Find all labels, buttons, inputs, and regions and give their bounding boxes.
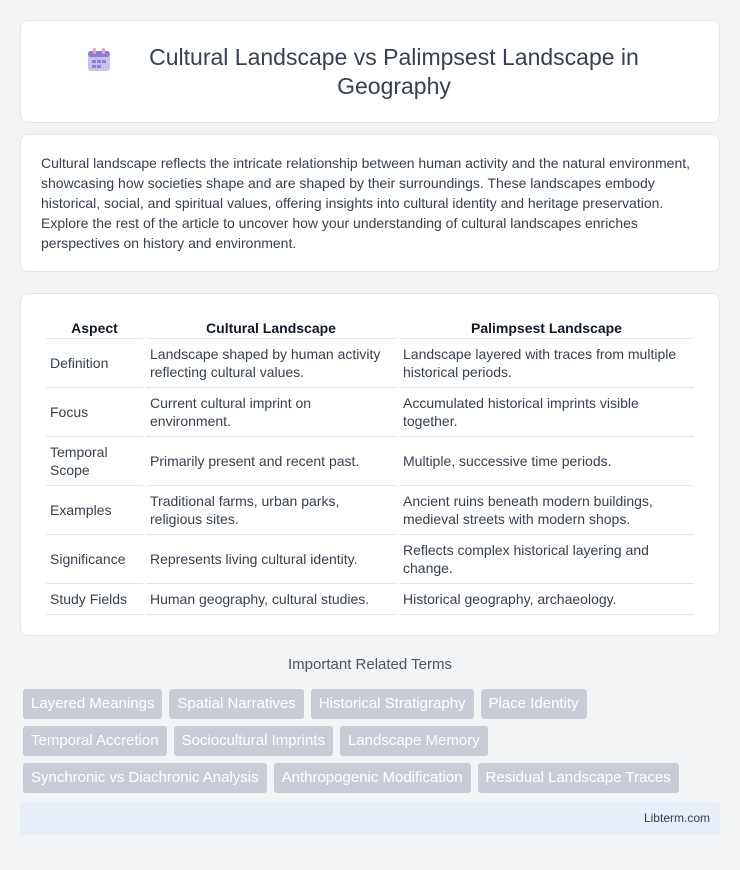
aspect-cell: Definition (46, 339, 143, 388)
cultural-cell: Human geography, cultural studies. (146, 584, 396, 615)
comparison-table-card (20, 293, 720, 636)
page-title: Cultural Landscape vs Palimpsest Landscape in Geography (149, 43, 639, 99)
term-tag[interactable]: Landscape Memory (340, 726, 488, 756)
table-row (46, 388, 694, 437)
term-tag[interactable]: Temporal Accretion (23, 726, 167, 756)
aspect-cell: Significance (46, 535, 143, 584)
palimpsest-cell: Reflects complex historical layering and change. (399, 535, 694, 584)
term-tag[interactable]: Synchronic vs Diachronic Analysis (23, 763, 267, 793)
term-tag[interactable]: Spatial Narratives (169, 689, 303, 719)
column-header-cultural: Cultural Landscape (146, 314, 396, 339)
palimpsest-cell: Accumulated historical imprints visible together. (399, 388, 694, 437)
footer-brand-link[interactable]: Libterm.com (643, 811, 710, 825)
term-tag[interactable]: Historical Stratigraphy (311, 689, 474, 719)
tag-row (23, 726, 720, 756)
cultural-cell: Traditional farms, urban parks, religious sites. (146, 486, 396, 535)
related-terms-title: Important Related Terms (288, 656, 452, 673)
table-row (46, 486, 694, 535)
intro-card (20, 134, 720, 272)
aspect-cell: Study Fields (46, 584, 143, 615)
table-header-row (46, 314, 694, 339)
term-tag[interactable]: Residual Landscape Traces (478, 763, 679, 793)
table-row (46, 437, 694, 486)
palimpsest-cell: Ancient ruins beneath modern buildings, medieval streets with modern shops. (399, 486, 694, 535)
palimpsest-cell: Historical geography, archaeology. (399, 584, 694, 615)
intro-text: Cultural landscape reflects the intricate relationship between human activity and the natural environment, showcasing how societies shape and are shaped by their surroundings. These landscapes embody historical, social, and spiritual values, offering insights into cultural identity and heritage preservation. Explore the rest of the article to uncover how your understanding of cultural landscapes enriches perspectives on history and environment. (41, 155, 691, 251)
table-row (46, 535, 694, 584)
related-terms-tags (23, 689, 720, 793)
tag-row (23, 763, 720, 793)
term-tag[interactable]: Anthropogenic Modification (274, 763, 471, 793)
column-header-aspect: Aspect (46, 314, 143, 339)
term-tag[interactable]: Place Identity (481, 689, 587, 719)
cultural-cell: Current cultural imprint on environment. (146, 388, 396, 437)
table-row (46, 584, 694, 615)
term-tag[interactable]: Sociocultural Imprints (174, 726, 333, 756)
cultural-cell: Represents living cultural identity. (146, 535, 396, 584)
comparison-table (43, 314, 697, 615)
cultural-cell: Primarily present and recent past. (146, 437, 396, 486)
table-row (46, 339, 694, 388)
aspect-cell: Examples (46, 486, 143, 535)
aspect-cell: Focus (46, 388, 143, 437)
title-row (86, 43, 654, 101)
header-card (20, 20, 720, 123)
palimpsest-cell: Multiple, successive time periods. (399, 437, 694, 486)
tag-row (23, 689, 720, 719)
aspect-cell: Temporal Scope (46, 437, 143, 486)
term-tag[interactable]: Layered Meanings (23, 689, 162, 719)
palimpsest-cell: Landscape layered with traces from multiple historical periods. (399, 339, 694, 388)
calendar-icon (86, 47, 112, 73)
cultural-cell: Landscape shaped by human activity reflecting cultural values. (146, 339, 396, 388)
column-header-palimpsest: Palimpsest Landscape (399, 314, 694, 339)
footer (20, 802, 720, 835)
